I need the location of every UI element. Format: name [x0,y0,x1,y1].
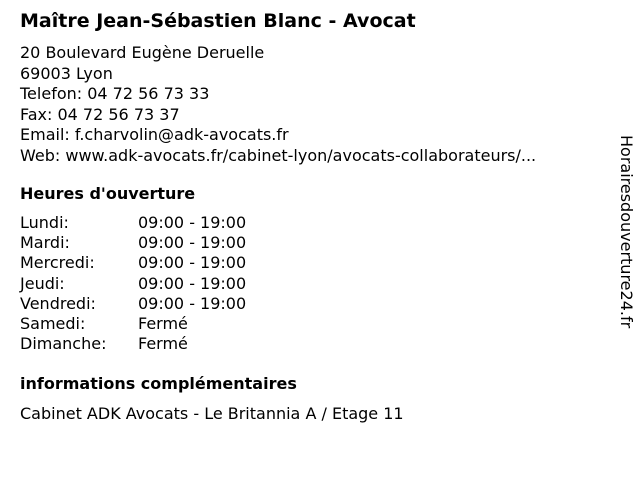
hours-row-tuesday [20,233,246,253]
hours-day: Vendredi: [20,293,96,313]
hours-day: Samedi: [20,314,86,334]
hours-row-sunday [20,334,246,354]
hours-day: Dimanche: [20,334,107,354]
hours-day: Mardi: [20,233,70,253]
hours-day: Mercredi: [20,253,95,273]
hours-day: Jeudi: [20,273,65,293]
hours-time: 09:00 - 19:00 [138,213,247,232]
hours-row-wednesday [20,253,246,273]
web-text: Web: www.adk-avocats.fr/cabinet-lyon/avocats-collaborateurs/... [20,145,537,165]
contact-block [20,43,536,167]
hours-time: 09:00 - 19:00 [138,273,247,293]
hours-heading: Heures d'ouverture [20,184,196,203]
hours-time: 09:00 - 19:00 [138,253,247,273]
hours-time: 09:00 - 19:00 [138,293,247,313]
hours-row-thursday [20,274,246,294]
site-watermark: Horairesdouverture24.fr [617,135,636,329]
hours-table [20,213,246,354]
hours-day: Lundi: [20,213,69,232]
address-line-2: 69003 Lyon [20,63,113,83]
hours-time: 09:00 - 19:00 [138,233,247,253]
hours-row-friday [20,294,246,314]
hours-time: Fermé [138,314,188,334]
address-line-1: 20 Boulevard Eugène Deruelle [20,43,265,62]
hours-row-monday [20,213,246,233]
business-title: Maître Jean-Sébastien Blanc - Avocat [20,10,416,32]
phone-text: Telefon: 04 72 56 73 33 [20,84,210,104]
hours-row-saturday [20,314,246,334]
email-text: Email: f.charvolin@adk-avocats.fr [20,125,289,145]
info-heading: informations complémentaires [20,374,297,393]
fax-text: Fax: 04 72 56 73 37 [20,104,180,124]
hours-time: Fermé [138,334,188,354]
info-text: Cabinet ADK Avocats - Le Britannia A / Etage 11 [20,404,404,423]
